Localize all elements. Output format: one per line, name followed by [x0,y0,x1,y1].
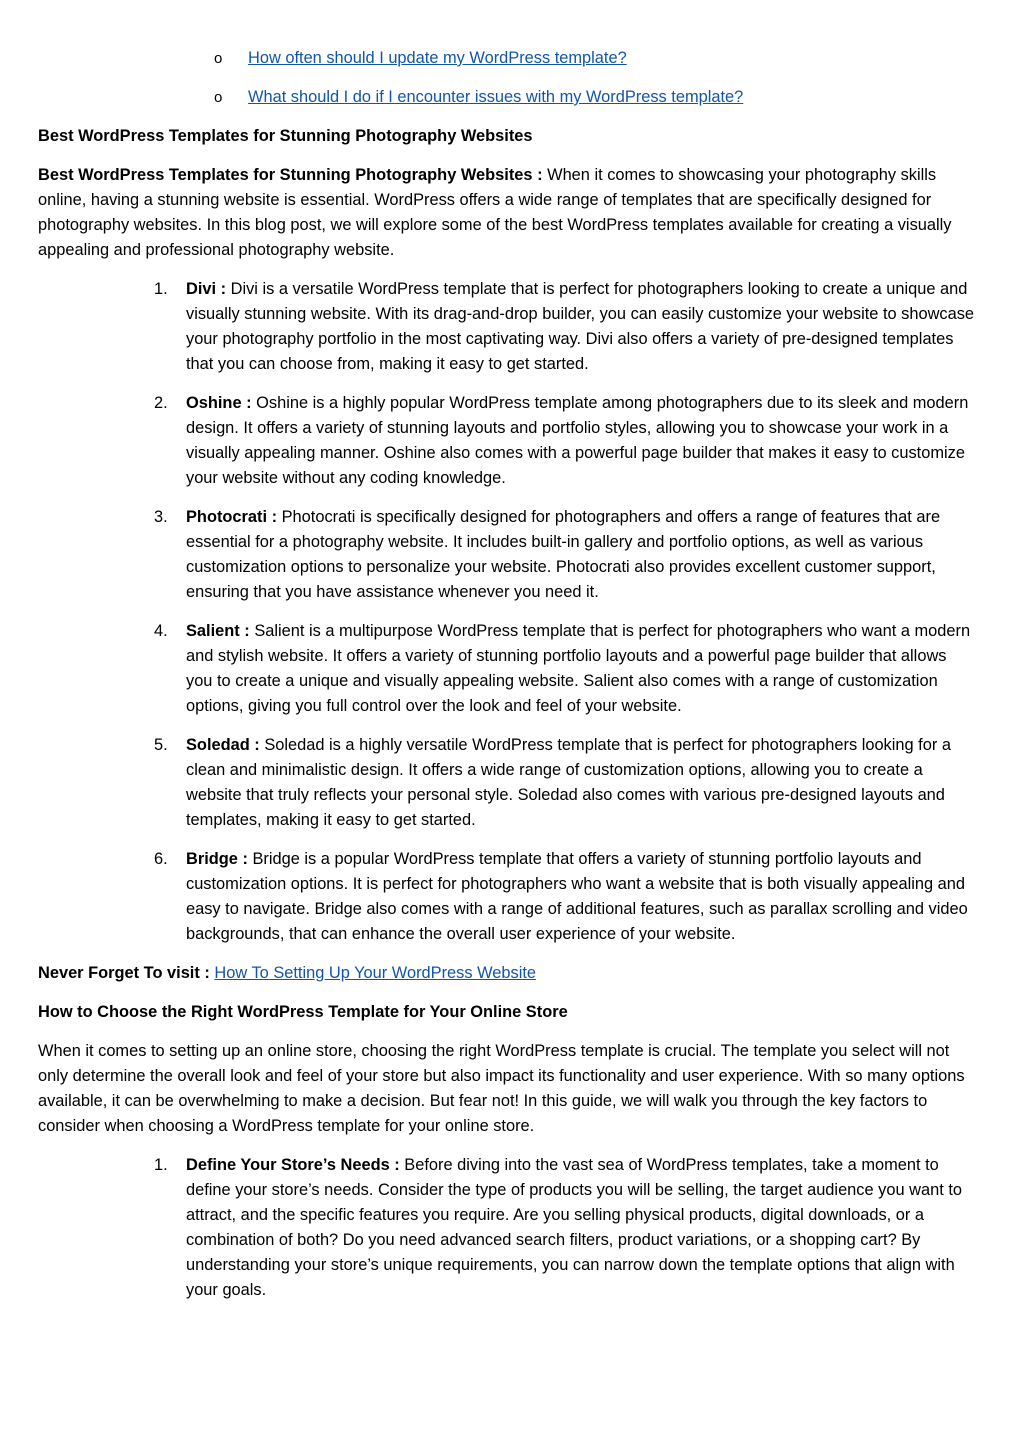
bullet-marker: o [214,89,223,106]
item-text: Bridge is a popular WordPress template that offers a variety of stunning portfolio layouts and customization options. It is perfect for photographers who want a website that is both visually appealing and easy to navigate. Bridge also comes with a range of additional features, such as parallax scrolling and video backgrounds, that can enhance the overall user experience of your website. [186,850,968,943]
list-item [38,1153,977,1303]
item-title: Define Your Store’s Needs : [186,1156,400,1174]
item-title: Soledad : [186,736,260,754]
bullet-marker: o [214,50,223,67]
item-title: Oshine : [186,394,252,412]
section-heading-online-store: How to Choose the Right WordPress Template for Your Online Store [38,1003,568,1021]
toc-item [38,46,977,71]
toc-item [38,85,977,110]
item-text: Photocrati is specifically designed for photographers and offers a range of features that are essential for a photography website. It includes built-in gallery and portfolio options, as well as various customization options to personalize your website. Photocrati also provides excellent customer support, ensuring that you have assistance whenever you need it. [186,508,941,601]
section-intro-online-store: When it comes to setting up an online store, choosing the right WordPress template is crucial. The template you select will not only determine the overall look and feel of your store but also impact its functionality and user experience. With so many options available, it can be overwhelming to make a decision. But fear not! In this guide, we will walk you through the key factors to consider when choosing a WordPress template for your online store. [38,1042,965,1135]
list-item [38,277,977,377]
list-number: 1. [154,1156,168,1174]
list-number: 2. [154,394,168,412]
item-title: Bridge : [186,850,248,868]
list-number: 5. [154,736,168,754]
item-text: Soledad is a highly versatile WordPress template that is perfect for photographers looking for a clean and minimalistic design. It offers a wide range of customization options, allowing you to create a website that truly reflects your personal style. Soledad also comes with various pre-designed layouts and templates, making it easy to get started. [186,736,951,829]
list-item [38,619,977,719]
table-of-contents [38,46,977,110]
list-item [38,847,977,947]
visit-line [38,961,977,986]
toc-link-update-template[interactable]: How often should I update my WordPress template? [248,49,627,67]
list-number: 3. [154,508,168,526]
list-number: 4. [154,622,168,640]
item-title: Photocrati : [186,508,278,526]
toc-link-template-issues[interactable]: What should I do if I encounter issues with my WordPress template? [248,88,744,106]
item-title: Salient : [186,622,250,640]
store-factor-list [38,1153,977,1303]
item-text: Divi is a versatile WordPress template that is perfect for photographers looking to create a unique and visually stunning website. With its drag-and-drop builder, you can easily customize your website to showcase your photography portfolio in the most captivating way. Divi also offers a variety of pre-designed templates that you can choose from, making it easy to get started. [186,280,975,373]
list-item [38,733,977,833]
list-number: 1. [154,280,168,298]
photography-template-list [38,277,977,947]
list-item [38,505,977,605]
item-title: Divi : [186,280,227,298]
intro-body-text: When it comes to showcasing your photography skills online, having a stunning website is essential. WordPress offers a wide range of templates that are specifically designed for photography websites. In this blog post, we will explore some of the best WordPress templates available for creating a visually appealing and professional photography website. [38,166,952,259]
list-item [38,391,977,491]
intro-bold-lead: Best WordPress Templates for Stunning Photography Websites : [38,166,543,184]
section-intro-photography [38,163,977,263]
visit-label: Never Forget To visit : [38,964,210,982]
item-text: Oshine is a highly popular WordPress template among photographers due to its sleek and modern design. It offers a variety of stunning layouts and portfolio styles, allowing you to showcase your work in a visually appealing manner. Oshine also comes with a powerful page builder that makes it easy to customize your website without any coding knowledge. [186,394,969,487]
list-number: 6. [154,850,168,868]
item-text: Before diving into the vast sea of WordPress templates, take a moment to define your store’s needs. Consider the type of products you will be selling, the target audience you want to attract, and the specific features you require. Are you selling physical products, digital downloads, or a combination of both? Do you need advanced search filters, product variations, or a shopping cart? By understanding your store’s unique requirements, you can narrow down the template options that align with your goals. [186,1156,962,1299]
visit-link-setup-website[interactable]: How To Setting Up Your WordPress Website [214,964,537,982]
item-text: Salient is a multipurpose WordPress template that is perfect for photographers who want a modern and stylish website. It offers a variety of stunning portfolio layouts and a powerful page builder that allows you to create a unique and visually appealing website. Salient also comes with a range of customization options, giving you full control over the look and feel of your website. [186,622,971,715]
section-heading-photography: Best WordPress Templates for Stunning Photography Websites [38,127,533,145]
